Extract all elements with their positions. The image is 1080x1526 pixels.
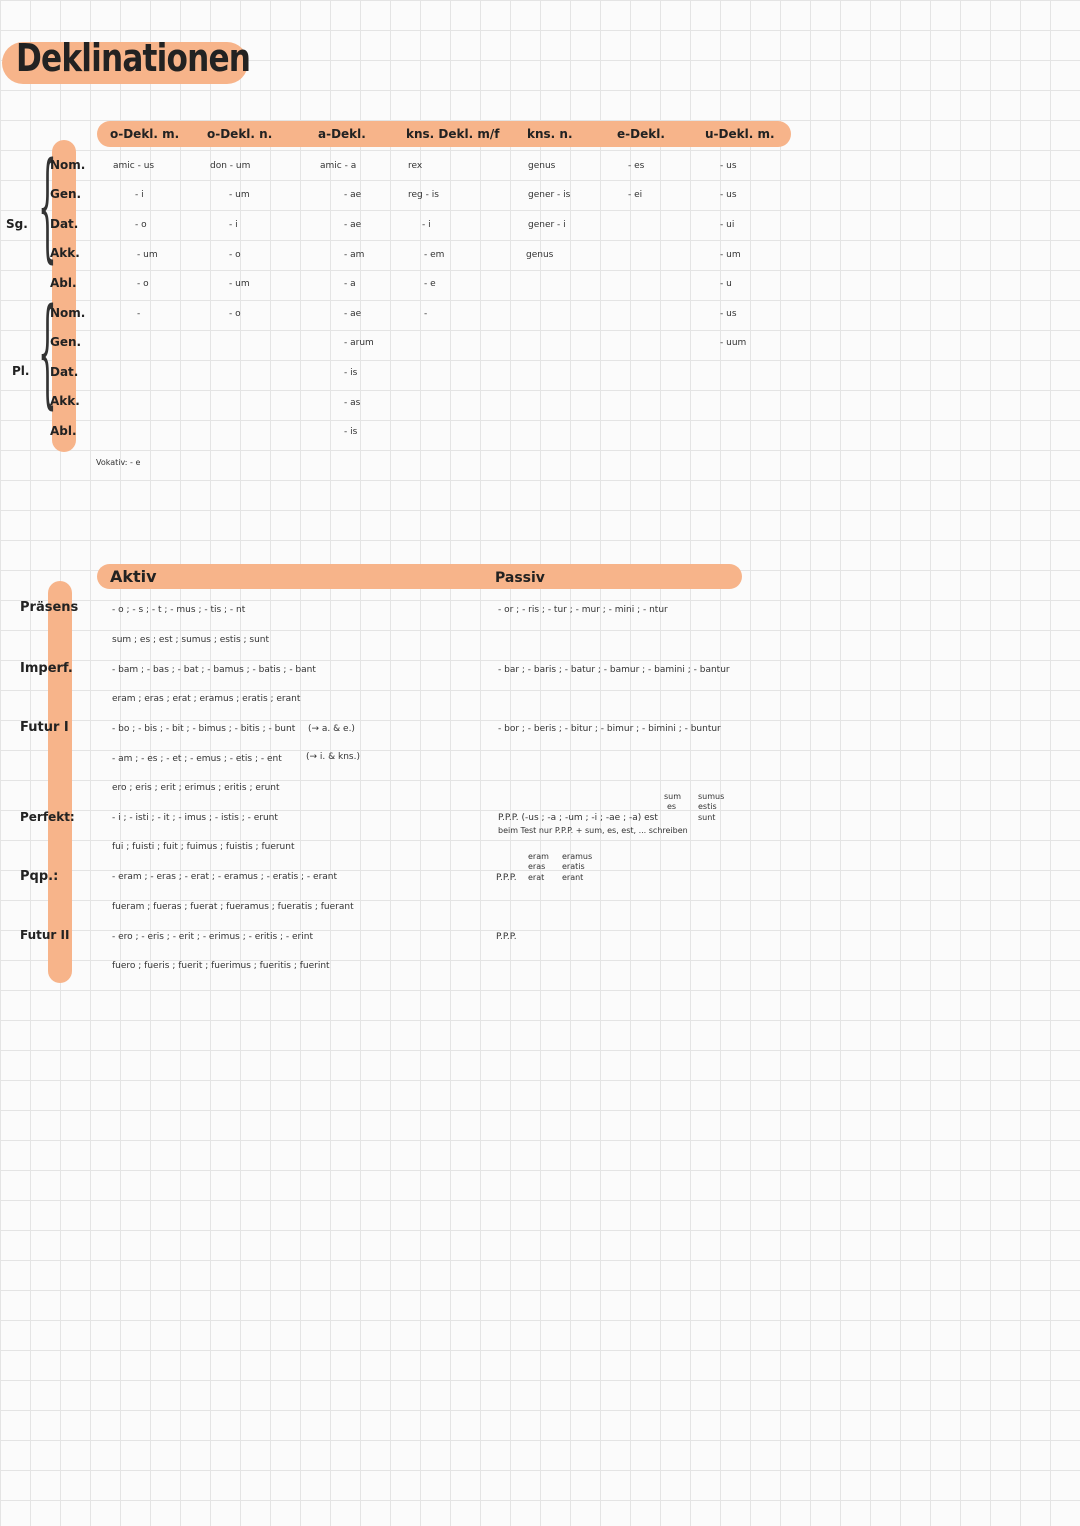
tense-highlight-strip	[48, 581, 72, 983]
aktiv-pqp-endings: - eram ; - eras ; - erat ; - eramus ; - eratis ; - erant	[112, 872, 338, 882]
case-akk-pl: Akk.	[50, 394, 80, 408]
cell-a-dat-sg: - ae	[344, 220, 362, 230]
cell-kns-mf-akk-sg: - em	[424, 250, 445, 260]
cell-o-n-nom-pl: - o	[229, 309, 241, 319]
cell-u-m-nom-pl: - us	[720, 309, 737, 319]
passiv-perfekt-estis: estis	[698, 802, 717, 811]
cell-o-m-akk-sg: - um	[137, 250, 158, 260]
cell-kns-n-nom-sg: genus	[528, 161, 556, 171]
conjugation-header-bar	[97, 564, 742, 589]
passiv-perfekt-note: beim Test nur P.P.P. + sum, es, est, ... schreiben	[498, 826, 688, 835]
cell-a-gen-pl: - arum	[344, 338, 374, 348]
cell-kns-mf-nom-pl: -	[424, 309, 428, 319]
passiv-perfekt-sum: sum	[664, 792, 682, 801]
case-abl-sg: Abl.	[50, 276, 77, 290]
cell-u-m-akk-sg: - um	[720, 250, 741, 260]
aktiv-imperf-esse: eram ; eras ; erat ; eramus ; eratis ; erant	[112, 694, 301, 704]
cell-o-n-akk-sg: - o	[229, 250, 241, 260]
aktiv-heading: Aktiv	[110, 567, 157, 586]
cell-kns-mf-gen-sg: reg - is	[408, 190, 439, 200]
cell-u-m-abl-sg: - u	[720, 279, 732, 289]
passiv-perfekt-sumus: sumus	[698, 792, 725, 801]
passiv-pqp-ppp-label: P.P.P.	[496, 873, 517, 883]
cell-a-akk-pl: - as	[344, 398, 361, 408]
tense-futur-2: Futur II	[20, 928, 70, 942]
cell-o-m-nom-sg: amic - us	[113, 161, 155, 171]
case-dat-sg: Dat.	[50, 217, 79, 231]
tense-futur-1: Futur I	[20, 720, 69, 735]
aktiv-pqp-esse: fueram ; fueras ; fuerat ; fueramus ; fueratis ; fuerant	[112, 902, 354, 912]
tense-praesens: Präsens	[20, 600, 79, 615]
passiv-praesens-endings: - or ; - ris ; - tur ; - mur ; - mini ; - ntur	[498, 605, 668, 615]
passiv-pqp-erant: erant	[562, 873, 584, 882]
vokativ-note: Vokativ: - e	[96, 458, 141, 467]
page-title: Deklinationen	[16, 36, 251, 80]
singular-label: Sg.	[6, 217, 28, 231]
col-head-e: e-Dekl.	[617, 127, 665, 141]
cell-a-gen-sg: - ae	[344, 190, 362, 200]
cell-o-n-dat-sg: - i	[229, 220, 238, 230]
col-head-kns-n: kns. n.	[527, 127, 573, 141]
case-nom-pl: Nom.	[50, 306, 86, 320]
passiv-pqp-eras: eras	[528, 862, 546, 871]
cell-o-n-gen-sg: - um	[229, 190, 250, 200]
aktiv-perfekt-esse: fui ; fuisti ; fuit ; fuimus ; fuistis ; fuerunt	[112, 842, 295, 852]
passiv-pqp-eram: eram	[528, 852, 549, 861]
passiv-pqp-eramus: eramus	[562, 852, 593, 861]
passiv-heading: Passiv	[495, 570, 545, 586]
aktiv-futur1-note-i-kns: (→ i. & kns.)	[306, 752, 360, 762]
cell-a-dat-pl: - is	[344, 368, 358, 378]
cell-kns-mf-nom-sg: rex	[408, 161, 423, 171]
cell-kns-mf-dat-sg: - i	[422, 220, 431, 230]
cell-u-m-dat-sg: - ui	[720, 220, 735, 230]
aktiv-futur1-endings-i-kns: - am ; - es ; - et ; - emus ; - etis ; - ent	[112, 754, 282, 764]
case-nom-sg: Nom.	[50, 158, 86, 172]
aktiv-praesens-endings: - o ; - s ; - t ; - mus ; - tis ; - nt	[112, 605, 246, 615]
cell-a-nom-sg: amic - a	[320, 161, 357, 171]
case-abl-pl: Abl.	[50, 424, 77, 438]
cell-e-gen-sg: - ei	[628, 190, 643, 200]
aktiv-futur1-note-a-e: (→ a. & e.)	[308, 724, 355, 734]
case-akk-sg: Akk.	[50, 246, 80, 260]
col-head-o-n: o-Dekl. n.	[207, 127, 273, 141]
cell-a-akk-sg: - am	[344, 250, 365, 260]
cell-o-m-gen-sg: - i	[135, 190, 144, 200]
case-gen-pl: Gen.	[50, 335, 82, 349]
col-head-u-m: u-Dekl. m.	[705, 127, 775, 141]
case-dat-pl: Dat.	[50, 365, 79, 379]
passiv-pqp-eratis: eratis	[562, 862, 585, 871]
col-head-o-m: o-Dekl. m.	[110, 127, 180, 141]
cell-a-abl-sg: - a	[344, 279, 356, 289]
aktiv-imperf-endings: - bam ; - bas ; - bat ; - bamus ; - batis ; - bant	[112, 665, 316, 675]
cell-a-abl-pl: - is	[344, 427, 358, 437]
cell-kns-mf-abl-sg: - e	[424, 279, 436, 289]
cell-o-m-abl-sg: - o	[137, 279, 149, 289]
aktiv-futur2-endings: - ero ; - eris ; - erit ; - erimus ; - eritis ; - erint	[112, 932, 313, 942]
passiv-futur1-endings: - bor ; - beris ; - bitur ; - bimur ; - bimini ; - buntur	[498, 724, 721, 734]
passiv-futur2-ppp-label: P.P.P.	[496, 932, 517, 942]
col-head-kns-mf: kns. Dekl. m/f	[406, 127, 500, 141]
tense-imperf: Imperf.	[20, 661, 73, 676]
case-gen-sg: Gen.	[50, 187, 82, 201]
passiv-perfekt-line: P.P.P. (-us ; -a ; -um ; -i ; -ae ; -a) est	[498, 813, 658, 823]
cell-kns-n-dat-sg: gener - i	[528, 220, 566, 230]
passiv-pqp-erat: erat	[528, 873, 545, 882]
cell-o-m-nom-pl: -	[137, 309, 141, 319]
cell-u-m-gen-pl: - uum	[720, 338, 747, 348]
cell-e-nom-sg: - es	[628, 161, 645, 171]
cell-kns-n-akk-sg: genus	[526, 250, 554, 260]
cell-u-m-gen-sg: - us	[720, 190, 737, 200]
tense-pqp: Pqp.:	[20, 869, 59, 884]
plural-label: Pl.	[12, 364, 30, 378]
cell-u-m-nom-sg: - us	[720, 161, 737, 171]
cell-o-n-abl-sg: - um	[229, 279, 250, 289]
tense-perfekt: Perfekt:	[20, 810, 75, 824]
passiv-perfekt-es: es	[667, 802, 677, 811]
aktiv-futur1-endings-a-e: - bo ; - bis ; - bit ; - bimus ; - bitis ; - bunt	[112, 724, 296, 734]
passiv-perfekt-sunt: sunt	[698, 813, 716, 822]
aktiv-perfekt-endings: - i ; - isti ; - it ; - imus ; - istis ; - erunt	[112, 813, 278, 823]
cell-o-m-dat-sg: - o	[135, 220, 147, 230]
plural-brace: {	[38, 282, 57, 420]
aktiv-futur1-esse: ero ; eris ; erit ; erimus ; eritis ; erunt	[112, 783, 280, 793]
col-head-a: a-Dekl.	[318, 127, 366, 141]
passiv-imperf-endings: - bar ; - baris ; - batur ; - bamur ; - bamini ; - bantur	[498, 665, 730, 675]
aktiv-futur2-esse: fuero ; fueris ; fuerit ; fuerimus ; fueritis ; fuerint	[112, 961, 330, 971]
cell-a-nom-pl: - ae	[344, 309, 362, 319]
cell-kns-n-gen-sg: gener - is	[528, 190, 571, 200]
singular-brace: {	[38, 136, 57, 274]
aktiv-praesens-esse: sum ; es ; est ; sumus ; estis ; sunt	[112, 635, 270, 645]
cell-o-n-nom-sg: don - um	[210, 161, 251, 171]
